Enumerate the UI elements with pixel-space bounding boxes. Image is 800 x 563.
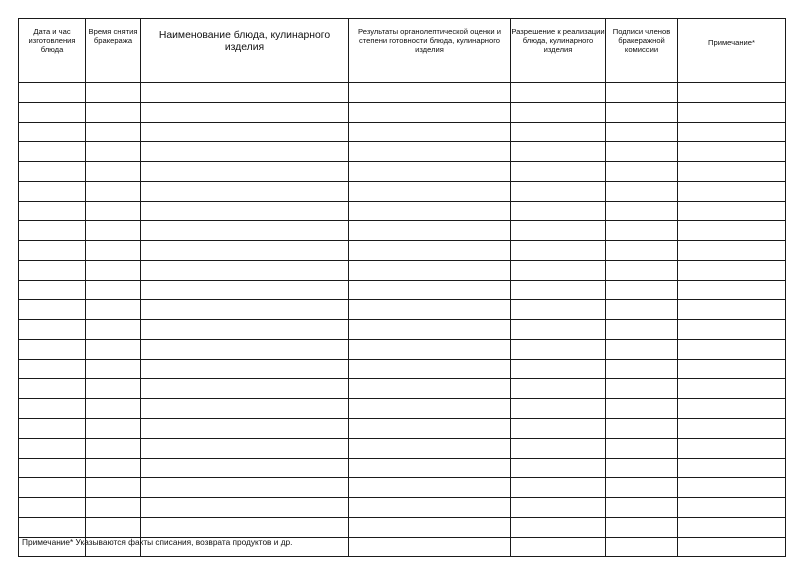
table-cell[interactable] [511, 142, 606, 162]
table-cell[interactable] [86, 280, 141, 300]
table-row [19, 241, 786, 261]
table-cell[interactable] [606, 142, 678, 162]
table-cell[interactable] [606, 83, 678, 103]
table-cell[interactable] [678, 201, 786, 221]
table-row [19, 83, 786, 103]
table-cell[interactable] [678, 102, 786, 122]
table-cell[interactable] [141, 142, 349, 162]
table-row [19, 142, 786, 162]
table-cell[interactable] [19, 498, 86, 518]
table-cell[interactable] [19, 359, 86, 379]
table-cell[interactable] [19, 102, 86, 122]
table-cell[interactable] [141, 339, 349, 359]
table-cell[interactable] [349, 280, 511, 300]
header-removal-time: Время снятия бракеража [86, 19, 141, 83]
table-cell[interactable] [349, 498, 511, 518]
table-cell[interactable] [678, 142, 786, 162]
table-cell[interactable] [511, 181, 606, 201]
table-row [19, 102, 786, 122]
table-cell[interactable] [606, 379, 678, 399]
table-cell[interactable] [86, 201, 141, 221]
table-row [19, 320, 786, 340]
table-cell[interactable] [606, 399, 678, 419]
table-cell[interactable] [678, 359, 786, 379]
table-cell[interactable] [19, 517, 86, 537]
table-cell[interactable] [86, 260, 141, 280]
table-cell[interactable] [678, 498, 786, 518]
table-cell[interactable] [349, 221, 511, 241]
table-cell[interactable] [606, 181, 678, 201]
table-cell[interactable] [678, 399, 786, 419]
table-cell[interactable] [606, 498, 678, 518]
table-row [19, 300, 786, 320]
table-cell[interactable] [606, 438, 678, 458]
journal-sheet [18, 18, 786, 557]
table-cell[interactable] [678, 122, 786, 142]
table-cell[interactable] [678, 241, 786, 261]
table-row [19, 260, 786, 280]
table-cell[interactable] [19, 260, 86, 280]
table-cell[interactable] [511, 399, 606, 419]
table-cell[interactable] [86, 162, 141, 182]
table-body [19, 83, 786, 557]
table-cell[interactable] [19, 419, 86, 439]
table-cell[interactable] [86, 300, 141, 320]
table-cell[interactable] [349, 359, 511, 379]
table-cell[interactable] [349, 537, 511, 557]
table-cell[interactable] [86, 419, 141, 439]
table-cell[interactable] [511, 517, 606, 537]
table-cell[interactable] [86, 339, 141, 359]
table-cell[interactable] [19, 438, 86, 458]
table-cell[interactable] [141, 379, 349, 399]
table-row [19, 379, 786, 399]
table-cell[interactable] [511, 478, 606, 498]
table-cell[interactable] [86, 241, 141, 261]
table-cell[interactable] [606, 458, 678, 478]
table-cell[interactable] [349, 102, 511, 122]
table-cell[interactable] [349, 320, 511, 340]
table-cell[interactable] [606, 517, 678, 537]
table-cell[interactable] [141, 399, 349, 419]
table-cell[interactable] [141, 438, 349, 458]
table-cell[interactable] [19, 399, 86, 419]
table-cell[interactable] [511, 162, 606, 182]
table-cell[interactable] [19, 458, 86, 478]
table-cell[interactable] [141, 458, 349, 478]
table-cell[interactable] [141, 498, 349, 518]
table-row [19, 438, 786, 458]
table-row [19, 221, 786, 241]
footnote: Примечание* Указываются факты списания, возврата продуктов и др. [22, 537, 293, 547]
table-row [19, 359, 786, 379]
table-cell[interactable] [606, 359, 678, 379]
table-row [19, 498, 786, 518]
table-cell[interactable] [86, 438, 141, 458]
table-cell[interactable] [511, 359, 606, 379]
table-row [19, 280, 786, 300]
table-cell[interactable] [19, 201, 86, 221]
table-cell[interactable] [678, 280, 786, 300]
table-cell[interactable] [86, 498, 141, 518]
table-cell[interactable] [141, 359, 349, 379]
table-cell[interactable] [86, 102, 141, 122]
table-cell[interactable] [19, 280, 86, 300]
table-cell[interactable] [349, 419, 511, 439]
table-cell[interactable] [86, 83, 141, 103]
table-cell[interactable] [606, 537, 678, 557]
table-row [19, 399, 786, 419]
table-cell[interactable] [349, 300, 511, 320]
table-cell[interactable] [678, 320, 786, 340]
table-cell[interactable] [141, 102, 349, 122]
table-cell[interactable] [606, 320, 678, 340]
table-cell[interactable] [86, 320, 141, 340]
table-cell[interactable] [86, 122, 141, 142]
table-row [19, 419, 786, 439]
table-row [19, 339, 786, 359]
table-cell[interactable] [141, 122, 349, 142]
table-cell[interactable] [349, 379, 511, 399]
table-cell[interactable] [606, 221, 678, 241]
table-cell[interactable] [349, 438, 511, 458]
table-cell[interactable] [349, 458, 511, 478]
table-cell[interactable] [511, 320, 606, 340]
table-row [19, 122, 786, 142]
table-cell[interactable] [141, 280, 349, 300]
table-cell[interactable] [511, 260, 606, 280]
table-cell[interactable] [511, 201, 606, 221]
table-cell[interactable] [606, 419, 678, 439]
table-cell[interactable] [606, 280, 678, 300]
table-cell[interactable] [678, 478, 786, 498]
table-cell[interactable] [349, 83, 511, 103]
table-cell[interactable] [86, 379, 141, 399]
table-cell[interactable] [678, 181, 786, 201]
header-sale-permission: Разрешение к реализации блюда, кулинарного изделия [511, 19, 606, 83]
table-cell[interactable] [349, 162, 511, 182]
table-cell[interactable] [86, 221, 141, 241]
table-cell[interactable] [511, 458, 606, 478]
table-cell[interactable] [511, 300, 606, 320]
table-cell[interactable] [511, 83, 606, 103]
table-cell[interactable] [349, 201, 511, 221]
table-row [19, 458, 786, 478]
table-cell[interactable] [678, 221, 786, 241]
table-cell[interactable] [349, 399, 511, 419]
header-row [19, 19, 786, 83]
table-cell[interactable] [511, 339, 606, 359]
table-cell[interactable] [606, 102, 678, 122]
table-cell[interactable] [349, 181, 511, 201]
table-cell[interactable] [141, 241, 349, 261]
table-cell[interactable] [86, 517, 141, 537]
table-cell[interactable] [606, 241, 678, 261]
table-cell[interactable] [19, 478, 86, 498]
table-cell[interactable] [678, 379, 786, 399]
header-commission-signatures: Подписи членов бракеражной комиссии [606, 19, 678, 83]
table-cell[interactable] [511, 379, 606, 399]
table-cell[interactable] [141, 517, 349, 537]
table-cell[interactable] [141, 162, 349, 182]
table-row [19, 478, 786, 498]
table-cell[interactable] [678, 537, 786, 557]
header-date-time: Дата и час изготовления блюда [19, 19, 86, 83]
table-cell[interactable] [606, 300, 678, 320]
table-cell[interactable] [511, 537, 606, 557]
header-organoleptic-results: Результаты органолептической оценки и степени готовности блюда, кулинарного изделия [349, 19, 511, 83]
table-cell[interactable] [678, 300, 786, 320]
table-cell[interactable] [19, 339, 86, 359]
table-row [19, 162, 786, 182]
table-cell[interactable] [511, 102, 606, 122]
table-cell[interactable] [349, 478, 511, 498]
table-cell[interactable] [19, 142, 86, 162]
table-cell[interactable] [19, 221, 86, 241]
table-cell[interactable] [349, 142, 511, 162]
table-cell[interactable] [86, 142, 141, 162]
table-cell[interactable] [511, 438, 606, 458]
table-cell[interactable] [86, 359, 141, 379]
table-cell[interactable] [606, 162, 678, 182]
table-cell[interactable] [141, 201, 349, 221]
table-cell[interactable] [511, 122, 606, 142]
table-cell[interactable] [606, 339, 678, 359]
table-cell[interactable] [678, 339, 786, 359]
table-cell[interactable] [678, 162, 786, 182]
table-cell[interactable] [349, 122, 511, 142]
table-cell[interactable] [141, 83, 349, 103]
table-row [19, 181, 786, 201]
table-cell[interactable] [349, 339, 511, 359]
header-dish-name: Наименование блюда, кулинарного изделия [141, 19, 349, 83]
table-cell[interactable] [141, 300, 349, 320]
table-cell[interactable] [511, 498, 606, 518]
table-cell[interactable] [678, 517, 786, 537]
table-cell[interactable] [141, 260, 349, 280]
table-cell[interactable] [19, 241, 86, 261]
table-cell[interactable] [349, 517, 511, 537]
table-cell[interactable] [141, 419, 349, 439]
table-cell[interactable] [141, 320, 349, 340]
table-cell[interactable] [19, 83, 86, 103]
header-note: Примечание* [678, 19, 786, 83]
table-cell[interactable] [678, 83, 786, 103]
table-cell[interactable] [606, 260, 678, 280]
table-cell[interactable] [678, 260, 786, 280]
table-row [19, 201, 786, 221]
table-cell[interactable] [141, 478, 349, 498]
table-cell[interactable] [511, 241, 606, 261]
table-cell[interactable] [678, 419, 786, 439]
table-cell[interactable] [19, 162, 86, 182]
table-cell[interactable] [86, 478, 141, 498]
table-cell[interactable] [19, 181, 86, 201]
table-cell[interactable] [19, 300, 86, 320]
table-cell[interactable] [349, 241, 511, 261]
table-row [19, 517, 786, 537]
table-cell[interactable] [606, 122, 678, 142]
brakerage-journal-table [18, 18, 786, 557]
table-cell[interactable] [511, 280, 606, 300]
table-cell[interactable] [141, 181, 349, 201]
table-cell[interactable] [19, 320, 86, 340]
table-cell[interactable] [678, 438, 786, 458]
table-cell[interactable] [511, 419, 606, 439]
table-cell[interactable] [511, 221, 606, 241]
table-cell[interactable] [86, 458, 141, 478]
table-cell[interactable] [606, 201, 678, 221]
table-cell[interactable] [19, 379, 86, 399]
table-cell[interactable] [86, 181, 141, 201]
table-cell[interactable] [19, 122, 86, 142]
table-cell[interactable] [141, 221, 349, 241]
table-cell[interactable] [349, 260, 511, 280]
table-cell[interactable] [606, 478, 678, 498]
table-cell[interactable] [86, 399, 141, 419]
table-cell[interactable] [678, 458, 786, 478]
